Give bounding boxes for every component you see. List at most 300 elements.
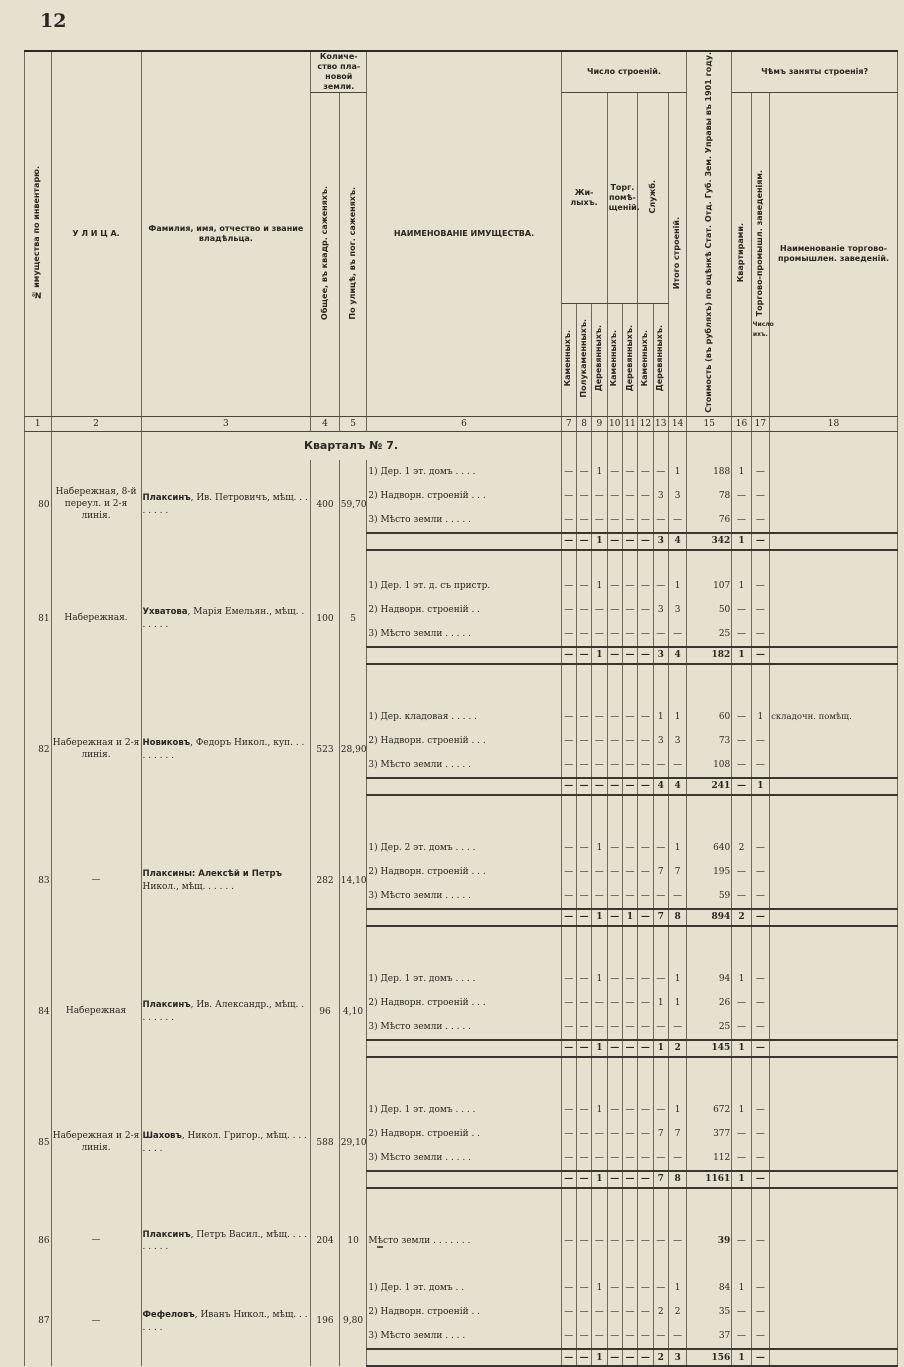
building-count: 1 xyxy=(653,705,668,729)
building-count: — xyxy=(638,460,653,484)
building-count: — xyxy=(576,1276,591,1300)
property-name: 3) Мѣсто земли . . . . . xyxy=(367,622,561,647)
total-establishments: — xyxy=(751,533,769,550)
building-count: — xyxy=(576,753,591,778)
total-building-count: 2 xyxy=(668,1040,686,1057)
building-count: — xyxy=(638,1146,653,1171)
building-count: — xyxy=(607,991,622,1015)
property-name: Мѣсто земли . . . . . . . xyxy=(367,1229,561,1254)
establishment-note: складочн. помѣщ. xyxy=(770,705,898,729)
building-count: — xyxy=(638,1229,653,1254)
building-count: — xyxy=(653,574,668,598)
building-count: — xyxy=(561,1324,576,1349)
building-count: 7 xyxy=(653,1122,668,1146)
column-number: 18 xyxy=(770,416,898,431)
total-building-count: — xyxy=(561,533,576,550)
property-name: 2) Надворн. строеній . . . xyxy=(367,484,561,508)
building-count: — xyxy=(638,884,653,909)
column-number: 9 xyxy=(592,416,607,431)
property-row xyxy=(25,574,898,598)
total-label-blank xyxy=(367,909,561,926)
building-count: — xyxy=(561,508,576,533)
street-name: — xyxy=(51,1229,141,1254)
building-count: 3 xyxy=(653,598,668,622)
building-count: — xyxy=(592,753,607,778)
apartments-count: — xyxy=(732,884,751,909)
building-count: 7 xyxy=(668,1122,686,1146)
property-value: 108 xyxy=(687,753,732,778)
header-inventory-number: № имущества по инвентарю. xyxy=(25,51,52,416)
property-name: 3) Мѣсто земли . . . . . xyxy=(367,753,561,778)
establishment-note xyxy=(770,860,898,884)
establishments-count: — xyxy=(751,884,769,909)
building-count: — xyxy=(607,836,622,860)
establishments-count: — xyxy=(751,753,769,778)
property-name: 2) Надворн. строеній . . xyxy=(367,598,561,622)
building-count: — xyxy=(607,705,622,729)
printer-mark xyxy=(377,1246,383,1248)
establishments-count: — xyxy=(751,622,769,647)
building-count: — xyxy=(576,598,591,622)
building-count: — xyxy=(561,460,576,484)
building-count: — xyxy=(668,1324,686,1349)
establishment-note xyxy=(770,967,898,991)
building-count: — xyxy=(622,1146,637,1171)
header-residential: Жи-лыхъ. xyxy=(561,93,607,304)
apartments-count: — xyxy=(732,991,751,1015)
property-value: 672 xyxy=(687,1098,732,1122)
total-building-count: 1 xyxy=(592,1171,607,1188)
total-building-count: 7 xyxy=(653,909,668,926)
building-count: — xyxy=(561,598,576,622)
building-count: — xyxy=(607,1324,622,1349)
total-building-count: 3 xyxy=(653,533,668,550)
apartments-count: — xyxy=(732,729,751,753)
header-land-total: Общее, въ квадр. саженяхъ. xyxy=(311,93,340,417)
column-number: 15 xyxy=(687,416,732,431)
building-count: — xyxy=(653,753,668,778)
total-building-count: — xyxy=(622,533,637,550)
land-frontage: 4,10 xyxy=(339,967,367,1057)
entry-number: 81 xyxy=(25,574,52,664)
building-count: — xyxy=(638,1015,653,1040)
establishments-count: 1 xyxy=(751,705,769,729)
establishments-count: — xyxy=(751,836,769,860)
property-name: 3) Мѣсто земли . . . . . xyxy=(367,508,561,533)
establishments-count: — xyxy=(751,598,769,622)
total-building-count: — xyxy=(576,909,591,926)
header-residential-wooden: Деревянныхъ. xyxy=(592,303,607,416)
total-building-count: — xyxy=(607,909,622,926)
building-count: — xyxy=(592,508,607,533)
apartments-count: — xyxy=(732,598,751,622)
building-count: — xyxy=(561,860,576,884)
building-count: — xyxy=(592,622,607,647)
property-name: 1) Дер. кладовая . . . . . xyxy=(367,705,561,729)
land-frontage: 28,90 xyxy=(339,705,367,795)
property-value: 35 xyxy=(687,1300,732,1324)
property-name: 1) Дер. 2 эт. домъ . . . . xyxy=(367,836,561,860)
total-building-count: 1 xyxy=(653,1040,668,1057)
land-area: 523 xyxy=(311,705,340,795)
building-count: — xyxy=(638,1324,653,1349)
header-establishment-count: Число ихъ. xyxy=(752,321,774,339)
building-count: — xyxy=(561,705,576,729)
header-value: Стоимость (въ рубляхъ) по оцѣнкѣ Стат. Отд. Губ. Зем. Управы въ 1901 году. xyxy=(687,51,732,416)
header-service-wooden: Деревянныхъ. xyxy=(653,303,668,416)
property-value: 195 xyxy=(687,860,732,884)
property-name: 2) Надворн. строеній . . . xyxy=(367,860,561,884)
owner-surname: Плаксины: Алексѣй и Петръ xyxy=(142,869,282,880)
building-count: 1 xyxy=(668,836,686,860)
establishment-note xyxy=(770,1324,898,1349)
building-count: 1 xyxy=(653,991,668,1015)
establishments-count: — xyxy=(751,1122,769,1146)
spacer-row xyxy=(25,1188,898,1229)
building-count: — xyxy=(607,1276,622,1300)
owner xyxy=(141,836,311,926)
building-count: — xyxy=(607,484,622,508)
total-label-blank xyxy=(367,533,561,550)
spacer-row xyxy=(25,550,898,574)
building-count: — xyxy=(576,484,591,508)
building-count: — xyxy=(653,1229,668,1254)
owner-surname: Новиковъ xyxy=(142,738,191,749)
property-name: 2) Надворн. строеній . . . xyxy=(367,991,561,1015)
header-trade: Торг. помѣ-щеній. xyxy=(607,93,638,304)
building-count: — xyxy=(561,1300,576,1324)
building-count: — xyxy=(592,1324,607,1349)
property-name: 3) Мѣсто земли . . . . . xyxy=(367,884,561,909)
building-count: 3 xyxy=(668,598,686,622)
total-building-count: — xyxy=(561,909,576,926)
building-count: — xyxy=(653,1276,668,1300)
total-building-count: 1 xyxy=(622,909,637,926)
quarter-title: Кварталъ № 7. xyxy=(141,431,561,460)
building-count: — xyxy=(561,1229,576,1254)
building-count: 1 xyxy=(668,1098,686,1122)
building-count: — xyxy=(622,860,637,884)
header-apartments: Квартирами. xyxy=(732,93,751,417)
total-building-count: 1 xyxy=(592,647,607,664)
total-building-count: — xyxy=(638,778,653,795)
property-value: 76 xyxy=(687,508,732,533)
total-building-count: — xyxy=(561,647,576,664)
establishments-count: — xyxy=(751,1098,769,1122)
building-count: — xyxy=(607,460,622,484)
owner-details: Никол., мѣщ. . . . . . xyxy=(142,881,234,892)
apartments-count: 2 xyxy=(732,836,751,860)
owner-surname: Плаксинъ xyxy=(142,493,191,504)
total-apartments: 1 xyxy=(732,1040,751,1057)
building-count: — xyxy=(576,1146,591,1171)
total-building-count: — xyxy=(576,1040,591,1057)
building-count: 1 xyxy=(668,991,686,1015)
total-building-count: — xyxy=(638,533,653,550)
column-number: 5 xyxy=(339,416,367,431)
building-count: — xyxy=(638,729,653,753)
total-building-count: 1 xyxy=(592,1349,607,1366)
building-count: — xyxy=(622,705,637,729)
owner-details: , Ив. Петровичъ, мѣщ. . . . . . . . xyxy=(142,493,308,516)
header-land-group: Количе-ство пла-новой земли. xyxy=(311,51,367,93)
total-value: 145 xyxy=(687,1040,732,1057)
land-area: 282 xyxy=(311,836,340,926)
land-area: 196 xyxy=(311,1276,340,1366)
entry-number: 82 xyxy=(25,705,52,795)
property-name: 1) Дер. 1 эт. домъ . . . . xyxy=(367,1098,561,1122)
building-count: — xyxy=(638,484,653,508)
entry-number: 83 xyxy=(25,836,52,926)
total-label-blank xyxy=(367,1040,561,1057)
land-frontage: 5 xyxy=(339,574,367,664)
table-body xyxy=(25,416,898,1366)
header-service: Служб. xyxy=(638,93,669,304)
building-count: — xyxy=(622,1300,637,1324)
building-count: — xyxy=(592,1122,607,1146)
establishment-note xyxy=(770,836,898,860)
building-count: — xyxy=(622,884,637,909)
table-header xyxy=(25,51,898,416)
property-row xyxy=(25,705,898,729)
establishments-count: — xyxy=(751,1324,769,1349)
total-establishments: — xyxy=(751,1349,769,1366)
building-count: — xyxy=(607,574,622,598)
building-count: — xyxy=(622,598,637,622)
land-area: 400 xyxy=(311,460,340,550)
building-count: — xyxy=(668,622,686,647)
total-building-count: — xyxy=(607,1171,622,1188)
total-building-count: — xyxy=(561,1171,576,1188)
total-label-blank xyxy=(367,1349,561,1366)
property-value: 107 xyxy=(687,574,732,598)
property-name: 3) Мѣсто земли . . . . . xyxy=(367,1015,561,1040)
header-property-name: НАИМЕНОВАНІЕ ИМУЩЕСТВА. xyxy=(367,51,561,416)
total-building-count: 1 xyxy=(592,533,607,550)
building-count: — xyxy=(576,1122,591,1146)
establishment-note xyxy=(770,574,898,598)
building-count: — xyxy=(576,1300,591,1324)
property-row xyxy=(25,1229,898,1254)
total-value: 894 xyxy=(687,909,732,926)
land-area: 96 xyxy=(311,967,340,1057)
header-trade-wooden: Деревянныхъ. xyxy=(622,303,637,416)
establishment-note xyxy=(770,729,898,753)
building-count: — xyxy=(592,1015,607,1040)
column-number: 13 xyxy=(653,416,668,431)
building-count: — xyxy=(653,884,668,909)
owner-details: , Ив. Александр., мѣщ. . . . . . . . xyxy=(142,1000,305,1023)
building-count: — xyxy=(607,1122,622,1146)
building-count: — xyxy=(561,991,576,1015)
establishment-note xyxy=(770,1300,898,1324)
column-number: 12 xyxy=(638,416,653,431)
building-count: — xyxy=(576,1015,591,1040)
building-count: 1 xyxy=(592,574,607,598)
owner-surname: Плаксинъ xyxy=(142,1000,191,1011)
apartments-count: 1 xyxy=(732,460,751,484)
header-residential-stone: Каменныхъ. xyxy=(561,303,576,416)
building-count: — xyxy=(622,574,637,598)
building-count: — xyxy=(607,1015,622,1040)
owner-details: , Марія Емельян., мѣщ. . . . . . . xyxy=(142,607,305,630)
owner xyxy=(141,1229,311,1254)
column-number: 1 xyxy=(25,416,52,431)
entry-number: 87 xyxy=(25,1276,52,1366)
building-count: — xyxy=(622,836,637,860)
establishment-note xyxy=(770,884,898,909)
building-count: — xyxy=(561,967,576,991)
building-count: 3 xyxy=(653,729,668,753)
street-name: Набережная и 2-я линія. xyxy=(51,1098,141,1188)
building-count: — xyxy=(561,1276,576,1300)
building-count: — xyxy=(668,753,686,778)
building-count: 3 xyxy=(668,729,686,753)
building-count: — xyxy=(622,622,637,647)
total-building-count: 1 xyxy=(592,1040,607,1057)
building-count: — xyxy=(576,460,591,484)
building-count: 2 xyxy=(668,1300,686,1324)
property-row xyxy=(25,460,898,484)
total-building-count: — xyxy=(607,1040,622,1057)
property-value: 78 xyxy=(687,484,732,508)
total-building-count: — xyxy=(607,778,622,795)
establishments-count: — xyxy=(751,1300,769,1324)
total-note-blank xyxy=(770,909,898,926)
spacer-row xyxy=(25,926,898,967)
building-count: 1 xyxy=(668,574,686,598)
building-count: — xyxy=(607,1229,622,1254)
apartments-count: — xyxy=(732,484,751,508)
owner xyxy=(141,705,311,795)
spacer-row xyxy=(25,1253,898,1276)
property-row xyxy=(25,1276,898,1300)
land-area: 588 xyxy=(311,1098,340,1188)
apartments-count: — xyxy=(732,1122,751,1146)
total-building-count: — xyxy=(638,909,653,926)
header-occupancy-group: Чѣмъ заняты строенія? xyxy=(732,51,898,93)
building-count: — xyxy=(638,753,653,778)
total-note-blank xyxy=(770,1349,898,1366)
total-building-count: — xyxy=(576,1349,591,1366)
building-count: — xyxy=(592,991,607,1015)
entry-number: 80 xyxy=(25,460,52,550)
establishments-count: — xyxy=(751,1229,769,1254)
total-building-count: — xyxy=(638,1349,653,1366)
building-count: — xyxy=(592,598,607,622)
column-number: 7 xyxy=(561,416,576,431)
establishment-note xyxy=(770,1122,898,1146)
building-count: — xyxy=(592,1300,607,1324)
building-count: — xyxy=(622,991,637,1015)
total-value: 1161 xyxy=(687,1171,732,1188)
land-frontage: 29,10 xyxy=(339,1098,367,1188)
total-label-blank xyxy=(367,1171,561,1188)
building-count: 1 xyxy=(592,460,607,484)
total-building-count: 2 xyxy=(653,1349,668,1366)
header-service-stone: Каменныхъ. xyxy=(638,303,653,416)
total-building-count: — xyxy=(576,533,591,550)
total-building-count: — xyxy=(561,778,576,795)
total-establishments: 1 xyxy=(751,778,769,795)
building-count: 1 xyxy=(592,1098,607,1122)
establishments-count: — xyxy=(751,574,769,598)
building-count: — xyxy=(622,1324,637,1349)
apartments-count: 1 xyxy=(732,967,751,991)
building-count: — xyxy=(638,991,653,1015)
owner-surname: Плаксинъ xyxy=(142,1229,191,1240)
property-name: 3) Мѣсто земли . . . . . xyxy=(367,1146,561,1171)
building-count: — xyxy=(638,1122,653,1146)
building-count: — xyxy=(607,598,622,622)
property-value: 59 xyxy=(687,884,732,909)
building-count: — xyxy=(653,1098,668,1122)
property-name: 1) Дер. 1 эт. домъ . . xyxy=(367,1276,561,1300)
total-building-count: — xyxy=(622,1040,637,1057)
building-count: — xyxy=(638,508,653,533)
total-building-count: — xyxy=(607,647,622,664)
building-count: — xyxy=(622,484,637,508)
building-count: 1 xyxy=(668,705,686,729)
header-establishment-names: Наименованіе торгово-промышлен. заведеній. xyxy=(770,93,898,417)
establishments-count: — xyxy=(751,967,769,991)
building-count: — xyxy=(638,967,653,991)
building-count: 1 xyxy=(592,1276,607,1300)
owner xyxy=(141,1098,311,1188)
street-name: Набережная. xyxy=(51,574,141,664)
building-count: — xyxy=(576,967,591,991)
total-building-count: — xyxy=(638,647,653,664)
total-building-count: — xyxy=(561,1040,576,1057)
apartments-count: — xyxy=(732,1300,751,1324)
building-count: 7 xyxy=(668,860,686,884)
building-count: — xyxy=(576,1098,591,1122)
apartments-count: — xyxy=(732,1146,751,1171)
total-value: 241 xyxy=(687,778,732,795)
building-count: 2 xyxy=(653,1300,668,1324)
building-count: — xyxy=(622,753,637,778)
column-number: 16 xyxy=(732,416,751,431)
building-count: — xyxy=(668,508,686,533)
building-count: — xyxy=(592,729,607,753)
total-value: 156 xyxy=(687,1349,732,1366)
establishments-count: — xyxy=(751,460,769,484)
quarter-row xyxy=(25,431,898,460)
property-value: 188 xyxy=(687,460,732,484)
building-count: 1 xyxy=(668,967,686,991)
establishment-note xyxy=(770,1146,898,1171)
land-frontage: 9,80 xyxy=(339,1276,367,1366)
apartments-count: — xyxy=(732,622,751,647)
header-land-frontage: По улицѣ, въ пог. саженяхъ. xyxy=(339,93,367,417)
establishment-note xyxy=(770,1015,898,1040)
entry-number: 86 xyxy=(25,1229,52,1254)
building-count: — xyxy=(607,1300,622,1324)
building-count: — xyxy=(561,484,576,508)
total-building-count: 3 xyxy=(653,647,668,664)
property-name: 2) Надворн. строеній . . xyxy=(367,1122,561,1146)
building-count: — xyxy=(622,729,637,753)
establishments-count: — xyxy=(751,729,769,753)
building-count: — xyxy=(561,1015,576,1040)
street-name: Набережная, 8-й переул. и 2-я линія. xyxy=(51,460,141,550)
total-building-count: 1 xyxy=(592,909,607,926)
total-building-count: 4 xyxy=(653,778,668,795)
total-building-count: 4 xyxy=(668,778,686,795)
building-count: 3 xyxy=(668,484,686,508)
street-name: Набережная xyxy=(51,967,141,1057)
total-apartments: 1 xyxy=(732,533,751,550)
